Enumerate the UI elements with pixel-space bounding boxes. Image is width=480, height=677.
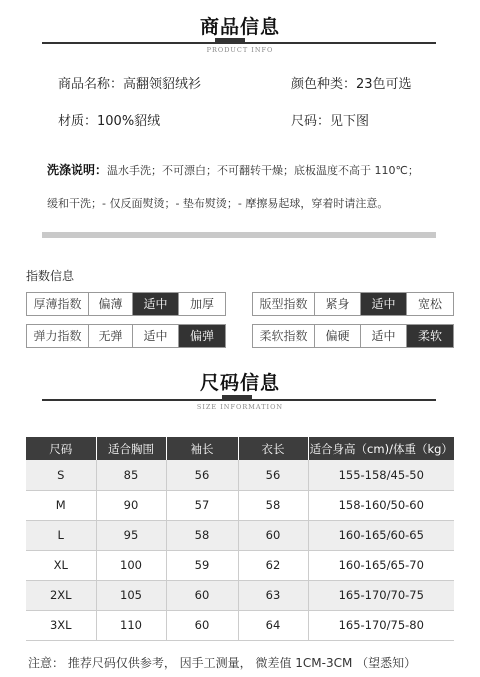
table-cell: 58 [238,490,308,520]
table-row [26,610,454,640]
header-sleeve: 袖长 [166,437,238,460]
table-row [26,460,454,490]
size-table [26,437,454,641]
fit-option-tight: 紧身 [315,293,361,315]
table-cell: L [26,520,96,550]
table-cell: 59 [166,550,238,580]
header-chest: 适合胸围 [96,437,166,460]
color-options: 颜色种类：23色可选 [291,77,412,92]
size-info-title: 尺码信息 [199,372,280,394]
header-size: 尺码 [26,437,96,460]
table-cell: 105 [96,580,166,610]
washing-line-2: 缓和干洗；- 仅反面熨烫；- 垫布熨烫；- 摩擦易起球，穿着时请注意。 [47,197,389,210]
header-height-weight: 适合身高（cm)/体重（kg） [308,437,454,460]
thickness-option-thin: 偏薄 [89,293,133,315]
fit-option-loose: 宽松 [417,297,442,311]
table-cell: 90 [96,490,166,520]
table-row [26,550,454,580]
table-row [26,490,454,520]
table-cell: 85 [96,460,166,490]
softness-option-medium: 适中 [361,325,407,347]
table-cell: 155-158/45-50 [308,460,454,490]
table-header-row [26,437,454,460]
thickness-label: 厚薄指数 [27,293,89,315]
elasticity-option-stretchy: 偏弹 [179,325,225,347]
table-cell: S [26,460,96,490]
fit-option-medium: 适中 [361,293,407,315]
table-cell: 57 [166,490,238,520]
table-cell: 62 [238,550,308,580]
elasticity-label: 弹力指数 [27,325,89,347]
table-cell: 60 [166,580,238,610]
table-cell: 56 [238,460,308,490]
table-cell: 165-170/70-75 [308,580,454,610]
table-cell: 100 [96,550,166,580]
header-length: 衣长 [238,437,308,460]
product-info-divider [0,42,480,56]
softness-option-soft: 柔软 [407,325,453,347]
washing-label: 洗涤说明： [47,163,108,177]
table-cell: 160-165/60-65 [308,520,454,550]
product-info-subtitle: PRODUCT INFO [206,46,274,54]
softness-label: 柔软指数 [253,325,315,347]
fit-label: 版型指数 [253,293,315,315]
thickness-option-thick: 加厚 [189,297,214,311]
elasticity-option-medium: 适中 [133,325,179,347]
table-cell: XL [26,550,96,580]
table-cell: 95 [96,520,166,550]
table-cell: 60 [166,610,238,640]
table-cell: 165-170/75-80 [308,610,454,640]
table-row [26,520,454,550]
elasticity-index [26,324,226,348]
thickness-option-medium: 适中 [133,293,179,315]
product-info-title: 商品信息 [199,16,280,38]
table-cell: 64 [238,610,308,640]
size-info-subtitle: SIZE INFORMATION [196,403,284,411]
washing-instructions [47,154,447,220]
indices-title: 指数信息 [26,269,75,283]
table-cell: 160-165/65-70 [308,550,454,580]
table-cell: 158-160/50-60 [308,490,454,520]
softness-option-hard: 偏硬 [315,325,361,347]
size-info: 尺码：见下图 [291,114,370,129]
table-row [26,580,454,610]
thickness-index [26,292,226,316]
material: 材质：100%貂绒 [58,114,161,129]
table-cell: 58 [166,520,238,550]
sizing-note: 注意： 推荐尺码仅供参考， 因手工测量， 微差值 1CM-3CM （望悉知） [28,656,417,670]
table-cell: 3XL [26,610,96,640]
softness-index [252,324,454,348]
product-name: 商品名称：高翻领貂绒衫 [58,77,202,92]
table-cell: 63 [238,580,308,610]
size-info-divider [0,399,480,413]
table-cell: 2XL [26,580,96,610]
fit-index [252,292,454,316]
table-cell: 56 [166,460,238,490]
washing-line-1: 温水手洗；不可漂白；不可翻转干燥；底板温度不高于 110℃； [107,164,419,177]
table-cell: 110 [96,610,166,640]
table-cell: M [26,490,96,520]
elasticity-option-none: 无弹 [89,325,133,347]
table-cell: 60 [238,520,308,550]
divider-bar [42,232,436,238]
